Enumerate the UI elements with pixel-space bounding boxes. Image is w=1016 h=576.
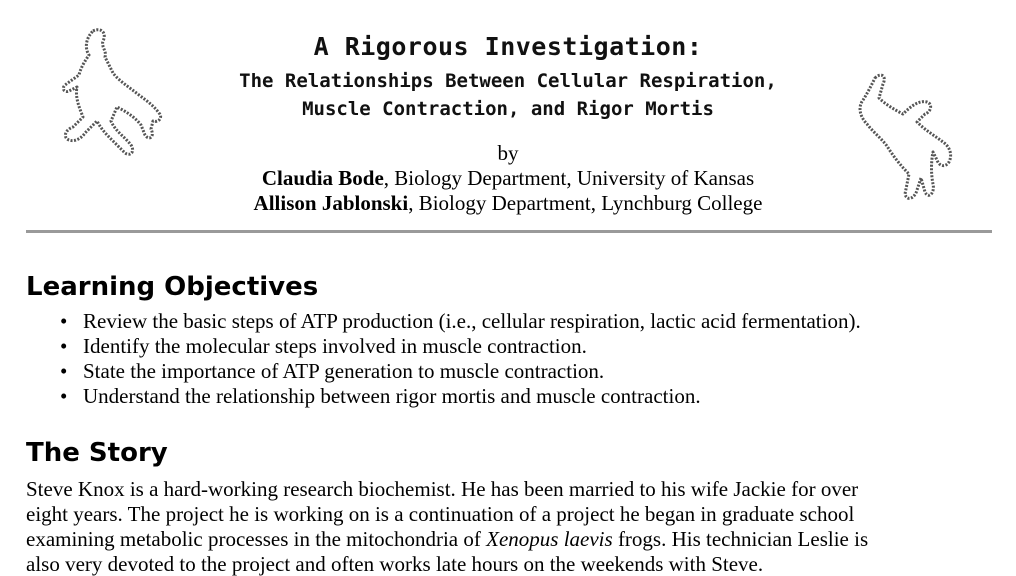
document-subtitle-line-1: The Relationships Between Cellular Respiration, [239,70,777,92]
story-line-3 [26,527,992,552]
list-item [56,309,861,334]
document-header [0,0,1016,240]
author-1-name: Claudia Bode [261,166,384,190]
story-heading: The Story [26,438,168,468]
list-item-text: State the importance of ATP generation to muscle contraction. [83,359,605,383]
list-item [56,334,861,359]
story-line-1: Steve Knox is a hard-working research biochemist. He has been married to his wife Jackie for over [26,477,859,501]
story-line-4: also very devoted to the project and often works late hours on the weekends with Steve. [26,552,764,576]
learning-objectives-heading: Learning Objectives [26,272,319,302]
story-paragraph [26,477,992,576]
byline-by: by [497,141,519,165]
list-item-text: Review the basic steps of ATP production (i.e., cellular respiration, lactic acid fermentation). [83,309,861,333]
list-item-text: Identify the molecular steps involved in muscle contraction. [83,334,587,358]
story-line-3-end: frogs. His technician Leslie is [612,527,869,551]
species-name: Xenopus laevis [486,527,613,551]
list-item [56,359,861,384]
chalk-body-outline-icon [845,70,965,210]
bullet-icon: • [60,309,68,333]
author-1-affiliation: , Biology Department, University of Kansas [383,166,755,190]
list-item [56,384,861,409]
bullet-icon: • [60,384,68,408]
story-line-2: eight years. The project he is working on is a continuation of a project he began in graduate school [26,502,855,526]
author-2-name: Allison Jablonski [253,191,409,215]
story-line-3-start: examining metabolic processes in the mitochondria of [26,527,487,551]
bullet-icon: • [60,334,68,358]
document-subtitle-line-2: Muscle Contraction, and Rigor Mortis [302,98,714,120]
header-divider [26,230,992,233]
list-item-text: Understand the relationship between rigor mortis and muscle contraction. [83,384,701,408]
document-title: A Rigorous Investigation: [313,32,703,61]
learning-objectives-list [56,309,861,409]
bullet-icon: • [60,359,68,383]
author-2-affiliation: , Biology Department, Lynchburg College [408,191,763,215]
